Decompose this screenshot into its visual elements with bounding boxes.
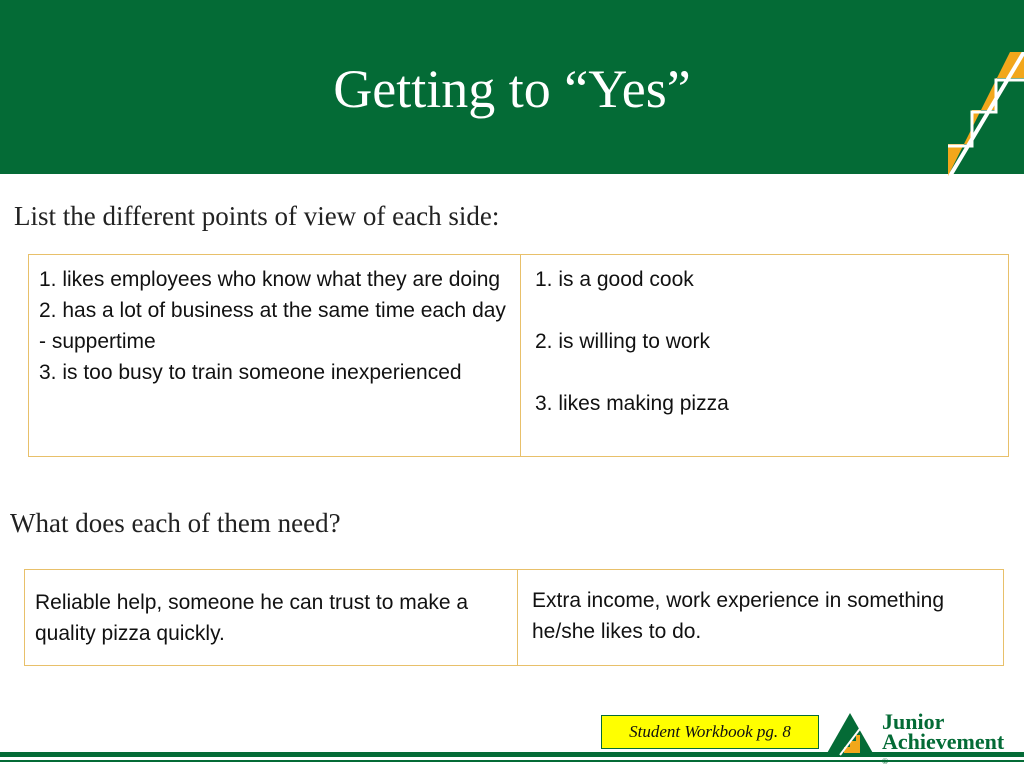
logo-line-junior: Junior <box>882 709 945 734</box>
header-banner <box>0 0 1024 174</box>
applicant-points-cell <box>521 255 1008 456</box>
slide-title: Getting to “Yes” <box>333 59 691 119</box>
list-item: 2. has a lot of business at the same time each day - suppertime <box>39 299 506 353</box>
footer-rule-thin <box>0 760 1024 762</box>
stairs-logo-icon <box>948 52 1024 176</box>
list-item: 3. likes making pizza <box>535 392 729 415</box>
owner-needs-cell: Reliable help, someone he can trust to make a quality pizza quickly. <box>25 570 518 665</box>
owner-points-cell <box>29 255 521 456</box>
logo-wordmark <box>882 709 1005 772</box>
points-of-view-table <box>28 254 1009 457</box>
needs-prompt: What does each of them need? <box>10 508 341 538</box>
list-item: 1. is a good cook <box>535 268 694 291</box>
needs-table <box>24 569 1004 666</box>
logo-line-achievement: Achievement <box>882 729 1005 754</box>
list-item: 2. is willing to work <box>535 330 711 353</box>
workbook-reference: Student Workbook pg. 8 <box>601 715 819 749</box>
points-of-view-prompt: List the different points of view of each side: <box>14 201 500 231</box>
list-item: 1. likes employees who know what they are doing <box>39 268 501 291</box>
applicant-needs-cell: Extra income, work experience in something he/she likes to do. <box>532 589 945 643</box>
registered-mark: ® <box>882 757 888 766</box>
list-item: 3. is too busy to train someone inexperienced <box>39 361 462 384</box>
